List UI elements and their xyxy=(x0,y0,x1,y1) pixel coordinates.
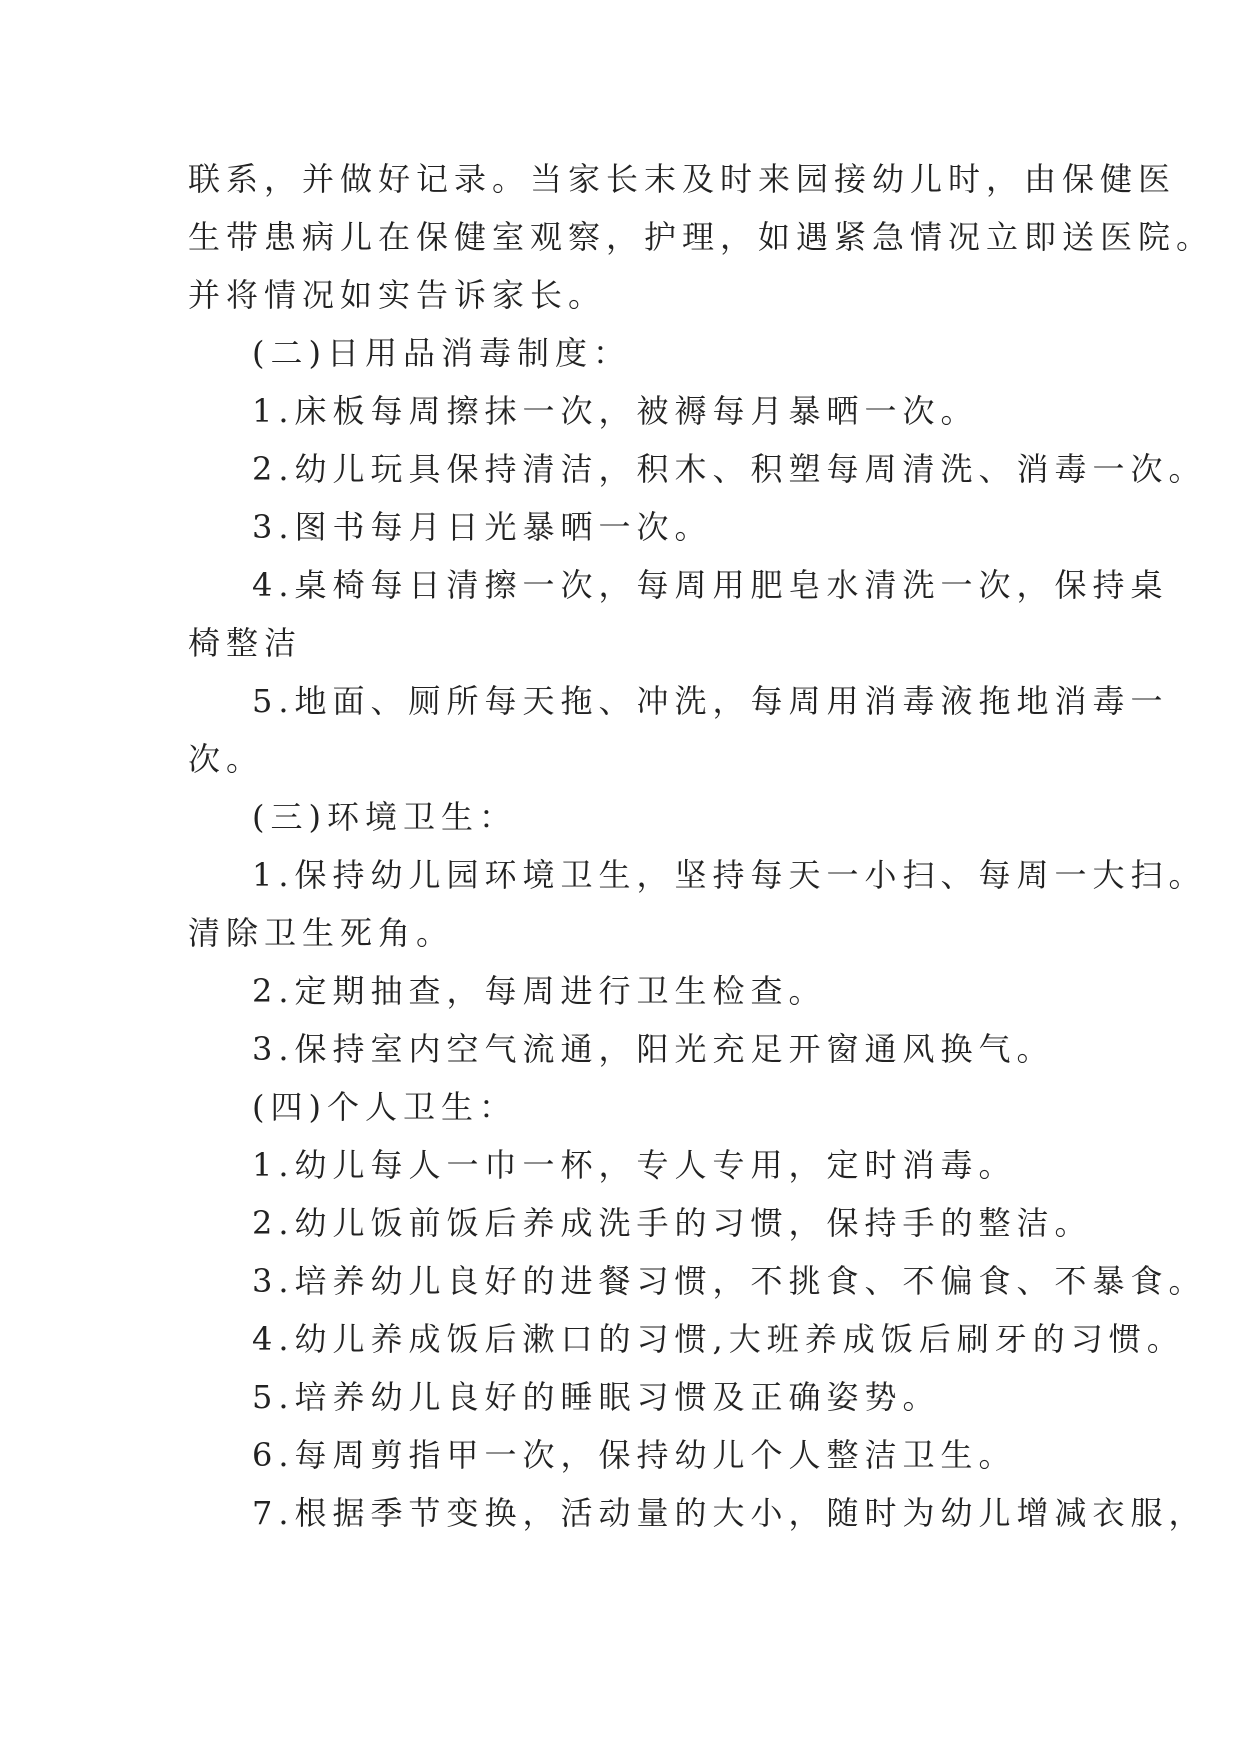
list-item-3-2: 2.定期抽查，每周进行卫生检查。 xyxy=(252,972,827,1010)
line-1: 联系，并做好记录。当家长末及时来园接幼儿时，由保健医 xyxy=(188,160,1177,198)
list-item-2-5-continued: 次。 xyxy=(188,740,265,778)
section-heading-4: (四)个人卫生： xyxy=(252,1088,517,1126)
list-item-2-5: 5.地面、厕所每天拖、冲洗，每周用消毒液拖地消毒一 xyxy=(252,682,1169,720)
list-item-4-5: 5.培养幼儿良好的睡眠习惯及正确姿势。 xyxy=(252,1378,941,1416)
list-item-2-1: 1.床板每周擦抹一次，被褥每月暴晒一次。 xyxy=(252,392,979,430)
list-item-2-3: 3.图书每月日光暴晒一次。 xyxy=(252,508,713,546)
list-item-2-4-continued: 椅整洁 xyxy=(188,624,303,662)
list-item-4-6: 6.每周剪指甲一次，保持幼儿个人整洁卫生。 xyxy=(252,1436,1017,1474)
line-3: 并将情况如实告诉家长。 xyxy=(188,276,607,314)
list-item-4-7: 7.根据季节变换，活动量的大小，随时为幼儿增减衣服， xyxy=(252,1494,1207,1532)
list-item-2-4: 4.桌椅每日清擦一次，每周用肥皂水清洗一次，保持桌 xyxy=(252,566,1169,604)
list-item-4-1: 1.幼儿每人一巾一杯，专人专用，定时消毒。 xyxy=(252,1146,1017,1184)
list-item-3-1: 1.保持幼儿园环境卫生，坚持每天一小扫、每周一大扫。 xyxy=(252,856,1207,894)
list-item-3-1-continued: 清除卫生死角。 xyxy=(188,914,455,952)
section-heading-3: (三)环境卫生： xyxy=(252,798,517,836)
list-item-4-4: 4.幼儿养成饭后漱口的习惯,大班养成饭后刷牙的习惯。 xyxy=(252,1320,1185,1358)
list-item-3-3: 3.保持室内空气流通，阳光充足开窗通风换气。 xyxy=(252,1030,1055,1068)
list-item-4-3: 3.培养幼儿良好的进餐习惯，不挑食、不偏食、不暴食。 xyxy=(252,1262,1207,1300)
line-2: 生带患病儿在保健室观察，护理，如遇紧急情况立即送医院。 xyxy=(188,218,1215,256)
list-item-4-2: 2.幼儿饭前饭后养成洗手的习惯，保持手的整洁。 xyxy=(252,1204,1093,1242)
section-heading-2: (二)日用品消毒制度： xyxy=(252,334,631,372)
list-item-2-2: 2.幼儿玩具保持清洁，积木、积塑每周清洗、消毒一次。 xyxy=(252,450,1207,488)
document-body xyxy=(188,150,1215,1542)
